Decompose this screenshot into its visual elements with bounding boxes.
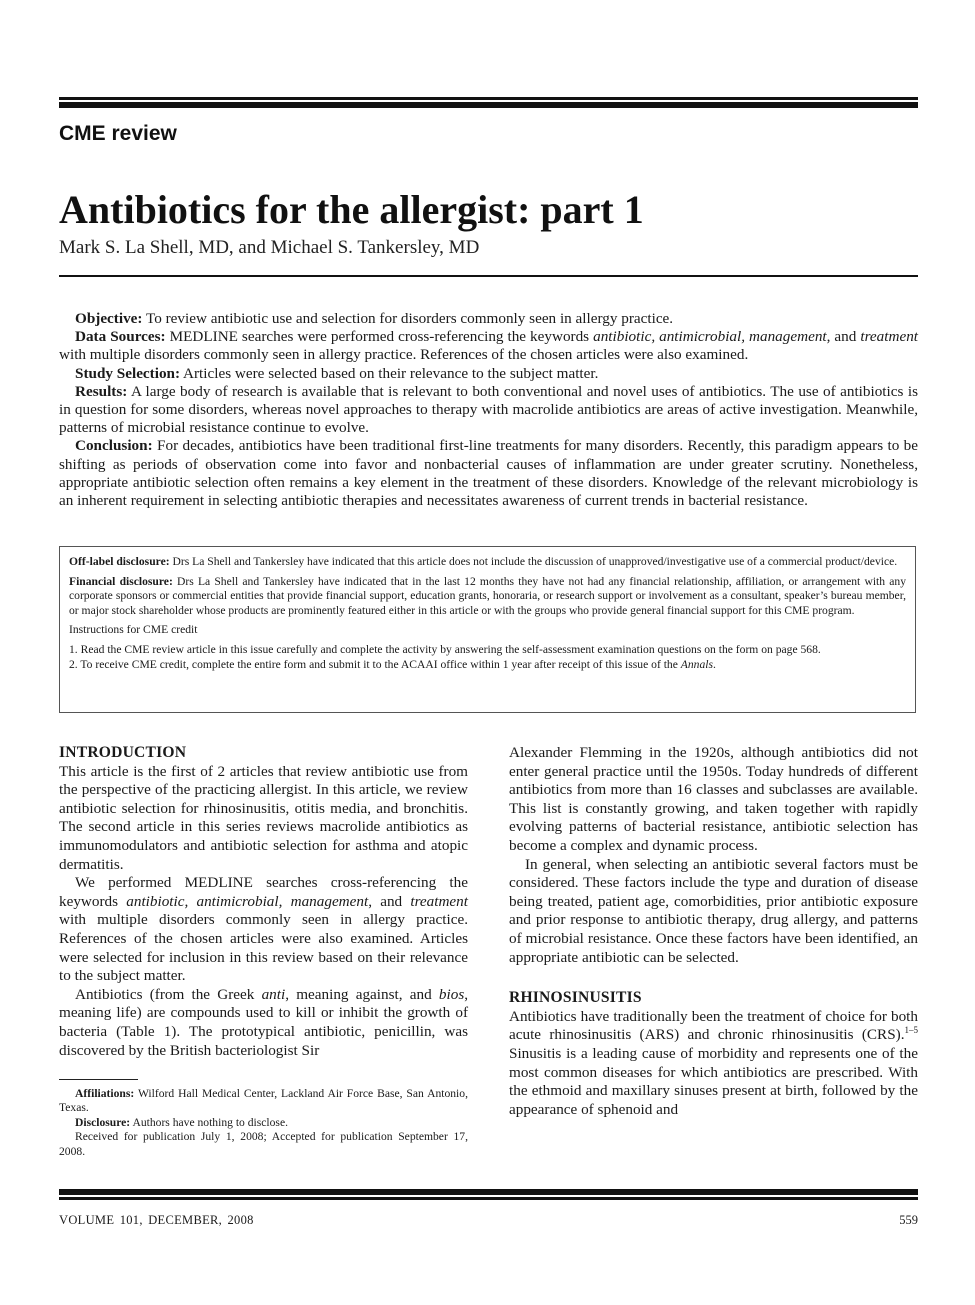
- abstract-study-selection-label: Study Selection:: [75, 364, 181, 382]
- abstract: [59, 310, 918, 510]
- affiliations-text: Wilford Hall Medical Center, Lackland Air Force Base, San Antonio, Texas.: [59, 1087, 468, 1115]
- abstract-objective-label: Objective:: [75, 310, 143, 327]
- abstract-conclusion-text: For decades, antibiotics have been traditional first-line treatments for many disorders. Recently, this paradigm appears to be shifting as periods of observation come into favor and nonbacterial causes of inflammation are under greater scrutiny. Nonetheless, appropriate antibiotic selection often remains a key element in the treatment of these disorders. Knowledge of the relevant microbiology is an inherent requirement in selecting antibiotic therapies and necessitates awareness of current trends in bacterial resistance.: [59, 437, 919, 510]
- rhinosinusitis-paragraph-1: [509, 1008, 918, 1120]
- annals-italic: Annals: [680, 657, 713, 671]
- cme-instructions-list: [69, 643, 906, 672]
- footnote-disclosure: [59, 1116, 468, 1130]
- disclosure-text: Authors have nothing to disclose.: [132, 1115, 288, 1129]
- intro-p2-a: We performed MEDLINE searches cross-referencing the keywords: [59, 874, 468, 910]
- abstract-objective: [59, 310, 918, 328]
- intro-p3-b: , meaning against, and: [285, 985, 432, 1003]
- rhino-p1-a: Antibiotics have traditionally been the treatment of choice for both acute rhinosinusitis (ARS) and chronic rhinosinusitis (CRS).: [509, 1007, 918, 1044]
- intro-p3-anti: anti: [261, 985, 286, 1003]
- abstract-study-selection-text: Articles were selected based on their relevance to the subject matter.: [183, 364, 599, 382]
- footnote-received: Received for publication July 1, 2008; Accepted for publication September 17, 2008.: [59, 1130, 468, 1158]
- rhino-p1-b: Sinusitis is a leading cause of morbidity and represents one of the most common diseases for which antibiotics are prescribed. With the ethmoid and maxillary sinuses present at birth, followed by the appearance of sphenoid and: [509, 1044, 918, 1118]
- abstract-results: [59, 383, 918, 438]
- intro-p2-keywords: antibiotic, antimicrobial, management: [126, 892, 369, 910]
- cme-instruction-2-end: .: [713, 657, 716, 671]
- cme-instruction-1: 1. Read the CME review article in this issue carefully and complete the activity by answering the self-assessment examination questions on the form on page 568.: [69, 642, 821, 656]
- intro-p3-a: Antibiotics (from the Greek: [75, 985, 255, 1003]
- intro-paragraph-3: [59, 986, 468, 1060]
- intro-paragraph-2: [59, 874, 468, 986]
- rhinosinusitis-heading: RHINOSINUSITIS: [509, 989, 642, 1007]
- abstract-data-sources-label: Data Sources:: [75, 328, 166, 346]
- financial-disclosure: [69, 575, 906, 619]
- financial-text: Drs La Shell and Tankersley have indicated that in the last 12 months they have not had any financial relationship, affiliation, or arrangement with any corporate sponsors or commercial entities that provide financial support, education grants, honoraria, or research support or involvement as a consultant, speaker’s bureau member, or major stock shareholder whose products are prominently featured either in this article or with the groups who provide general financial support for this CME program.: [69, 574, 906, 617]
- right-column: [509, 744, 918, 1119]
- introduction-heading: INTRODUCTION: [59, 744, 187, 761]
- abstract-data-sources: [59, 328, 918, 364]
- top-rule-thin: [59, 97, 918, 100]
- cme-instructions-heading: Instructions for CME credit: [69, 623, 198, 637]
- abstract-data-sources-text-1: MEDLINE searches were performed cross-referencing the keywords: [169, 328, 590, 346]
- cme-instruction-2: [69, 658, 906, 673]
- abstract-study-selection: [59, 365, 918, 383]
- intro-p3-c: , meaning life) are compounds used to kill or inhibit the growth of bacteria (Table 1). The prototypical antibiotic, penicillin, was discovered by the British bacteriologist Sir: [59, 985, 469, 1059]
- footnote-affiliations: [59, 1087, 468, 1116]
- bottom-rule-thin: [59, 1197, 918, 1200]
- offlabel-label: Off-label disclosure:: [69, 555, 170, 568]
- abstract-data-sources-text-3: with multiple disorders commonly seen in allergy practice. References of the chosen articles were also examined.: [59, 346, 749, 364]
- right-paragraph-1: Alexander Flemming in the 1920s, although antibiotics did not enter general practice until the 1950s. Today hundreds of different antibiotics from more than 16 classes and subclasses are available. This list is constantly growing, and taken together with rapidly evolving patterns of bacterial resistance, antibiotic selection has become a complex and dynamic process.: [509, 744, 918, 854]
- left-column: [59, 744, 468, 1060]
- intro-p2-c: with multiple disorders commonly seen in allergy practice. References of the chosen articles were also examined. Articles were selected for inclusion in this review based on their relevance to the subject matter.: [59, 911, 468, 985]
- footnotes: [59, 1087, 468, 1159]
- affiliations-label: Affiliations:: [75, 1087, 135, 1100]
- footnote-rule: [59, 1079, 138, 1080]
- footer-volume: VOLUME 101, DECEMBER, 2008: [59, 1213, 254, 1227]
- cme-instruction-2-text: 2. To receive CME credit, complete the entire form and submit it to the ACAAI office within 1 year after receipt of this issue of the: [69, 657, 678, 671]
- right-paragraph-2: In general, when selecting an antibiotic several factors must be considered. These factors include the type and duration of disease being treated, patient age, comorbidities, prior antibiotic exposure and prior response to antibiotic therapy, drug allergy, and patterns of microbial resistance. Once these factors have been identified, an appropriate antibiotic can be selected.: [509, 855, 918, 966]
- abstract-keyword-last: treatment: [860, 328, 919, 346]
- abstract-keywords: antibiotic, antimicrobial, management: [593, 328, 827, 346]
- article-authors: Mark S. La Shell, MD, and Michael S. Tankersley, MD: [59, 237, 480, 258]
- intro-p3-bios: bios: [438, 985, 465, 1003]
- financial-label: Financial disclosure:: [69, 574, 173, 588]
- intro-p2-keyword-last: treatment: [410, 892, 468, 910]
- intro-p2-b: , and: [368, 892, 403, 910]
- abstract-objective-text: To review antibiotic use and selection for disorders commonly seen in allergy practice.: [146, 310, 674, 327]
- abstract-results-text: A large body of research is available that is relevant to both conventional and novel uses of antibiotics. The use of antibiotics is in question for some disorders, whereas novel approaches to therapy with macrolide antibiotics are areas of active investigation. Meanwhile, patterns of microbial resistance continue to evolve.: [59, 382, 918, 437]
- offlabel-disclosure: [69, 555, 906, 570]
- rhino-reference: 1–5: [904, 1025, 918, 1036]
- article-title: Antibiotics for the allergist: part 1: [59, 187, 644, 232]
- title-rule: [59, 275, 918, 277]
- intro-paragraph-1: This article is the first of 2 articles that review antibiotic use from the perspective of the practicing allergist. In this article, we review antibiotic selection for rhinosinusitis, otitis media, and bronchitis. The second article in this series reviews macrolide antibiotics as immunomodulators and antibiotic selection for asthma and atopic dermatitis.: [59, 762, 468, 873]
- abstract-data-sources-text-2: , and: [826, 328, 857, 346]
- offlabel-text: Drs La Shell and Tankersley have indicated that this article does not include the discussion of unapproved/investigative use of a commercial product/device.: [172, 555, 898, 568]
- top-rule-thick: [59, 102, 918, 108]
- abstract-results-label: Results:: [75, 382, 128, 400]
- disclosure-label: Disclosure:: [75, 1115, 131, 1129]
- disclosure-box: [59, 546, 916, 713]
- abstract-conclusion: [59, 437, 918, 510]
- bottom-rule-thick: [59, 1189, 918, 1195]
- abstract-conclusion-label: Conclusion:: [75, 437, 153, 455]
- footer-page-number: 559: [899, 1213, 918, 1227]
- section-tag: CME review: [59, 122, 177, 145]
